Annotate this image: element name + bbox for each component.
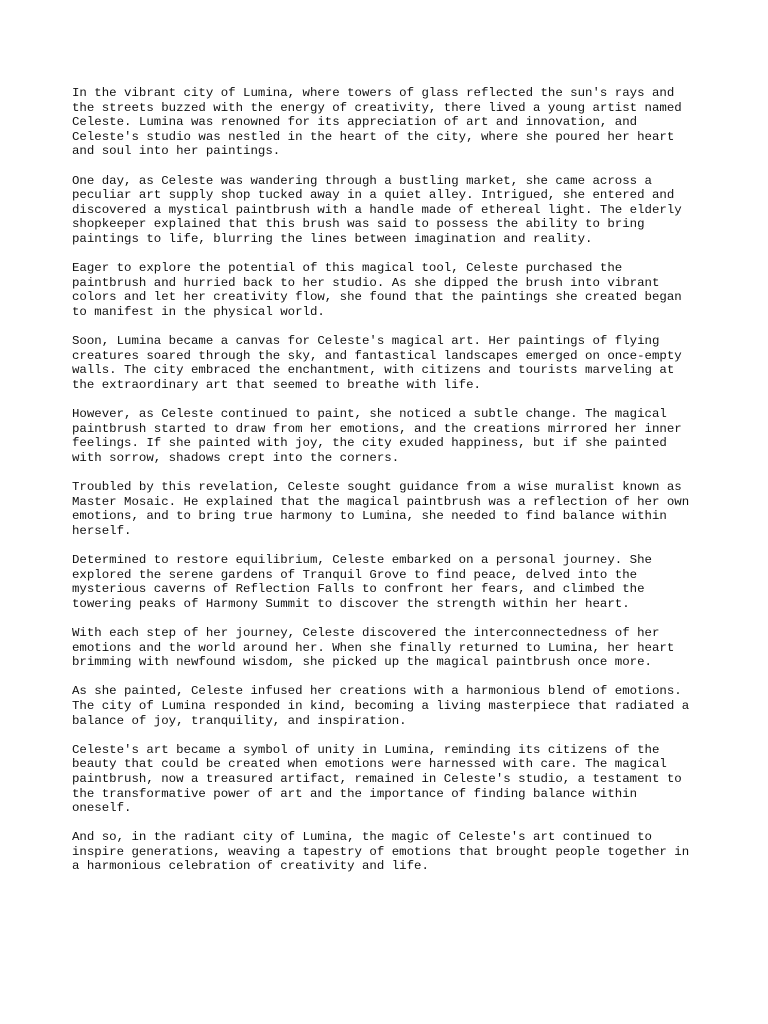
text-line: explored the serene gardens of Tranquil Grove to find peace, delved into the <box>72 567 638 582</box>
text-line: paintbrush started to draw from her emotions, and the creations mirrored her inner <box>72 421 682 436</box>
story-body <box>72 86 704 889</box>
paragraph-3 <box>72 261 704 319</box>
text-line: Celeste. Lumina was renowned for its appreciation of art and innovation, and <box>72 115 638 130</box>
text-line: the streets buzzed with the energy of creativity, there lived a young artist named <box>72 100 682 115</box>
text-line: towering peaks of Harmony Summit to discover the strength within her heart. <box>72 596 630 611</box>
text-line: and soul into her paintings. <box>72 144 281 159</box>
paragraph-1 <box>72 86 704 159</box>
text-line: beauty that could be created when emotions were harnessed with care. The magical <box>72 757 667 772</box>
text-line: In the vibrant city of Lumina, where towers of glass reflected the sun's rays and <box>72 86 675 100</box>
text-line: a harmonious celebration of creativity and life. <box>72 859 429 874</box>
text-line: peculiar art supply shop tucked away in a quiet alley. Intrigued, she entered and <box>72 188 675 203</box>
paragraph-4 <box>72 334 704 392</box>
text-line: With each step of her journey, Celeste discovered the interconnectedness of her <box>72 625 660 640</box>
text-line: to manifest in the physical world. <box>72 304 325 319</box>
text-line: Determined to restore equilibrium, Celeste embarked on a personal journey. She <box>72 553 652 567</box>
text-line: paintings to life, blurring the lines between imagination and reality. <box>72 231 593 246</box>
text-line: Soon, Lumina became a canvas for Celeste's magical art. Her paintings of flying <box>72 334 660 349</box>
text-line: As she painted, Celeste infused her creations with a harmonious blend of emotions. <box>72 684 682 699</box>
paragraph-9 <box>72 684 704 728</box>
text-line: emotions and the world around her. When she finally returned to Lumina, her heart <box>72 640 675 655</box>
text-line: creatures soared through the sky, and fantastical landscapes emerged on once-empty <box>72 348 682 363</box>
paragraph-7 <box>72 553 704 611</box>
text-line: Celeste's studio was nestled in the heart of the city, where she poured her heart <box>72 129 675 144</box>
text-line: oneself. <box>72 801 132 816</box>
text-line: One day, as Celeste was wandering through a bustling market, she came across a <box>72 173 652 188</box>
text-line: mysterious caverns of Reflection Falls to confront her fears, and climbed the <box>72 582 645 597</box>
paragraph-5 <box>72 407 704 465</box>
text-line: feelings. If she painted with joy, the city exuded happiness, but if she painted <box>72 436 667 451</box>
text-line: paintbrush and hurried back to her studio. As she dipped the brush into vibrant <box>72 275 660 290</box>
text-line: walls. The city embraced the enchantment, with citizens and tourists marveling at <box>72 363 675 378</box>
paragraph-2 <box>72 174 704 247</box>
text-line: inspire generations, weaving a tapestry of emotions that brought people together in <box>72 844 690 859</box>
paragraph-6 <box>72 480 704 538</box>
text-line: herself. <box>72 523 132 538</box>
text-line: paintbrush, now a treasured artifact, remained in Celeste's studio, a testament to <box>72 771 682 786</box>
text-line: emotions, and to bring true harmony to Lumina, she needed to find balance within <box>72 509 667 524</box>
text-line: However, as Celeste continued to paint, she noticed a subtle change. The magical <box>72 407 667 422</box>
text-line: shopkeeper explained that this brush was said to possess the ability to bring <box>72 217 645 232</box>
text-line: brimming with newfound wisdom, she picked up the magical paintbrush once more. <box>72 655 652 670</box>
paragraph-11 <box>72 830 704 874</box>
paragraph-10 <box>72 743 704 816</box>
text-line: balance of joy, tranquility, and inspiration. <box>72 713 407 728</box>
text-line: Celeste's art became a symbol of unity in Lumina, reminding its citizens of the <box>72 742 660 757</box>
text-line: with sorrow, shadows crept into the corners. <box>72 450 400 465</box>
text-line: colors and let her creativity flow, she found that the paintings she created began <box>72 290 682 305</box>
text-line: And so, in the radiant city of Lumina, the magic of Celeste's art continued to <box>72 830 652 845</box>
paragraph-8 <box>72 626 704 670</box>
text-line: the transformative power of art and the importance of finding balance within <box>72 786 638 801</box>
text-line: Master Mosaic. He explained that the magical paintbrush was a reflection of her own <box>72 494 690 509</box>
text-line: Troubled by this revelation, Celeste sought guidance from a wise muralist known as <box>72 480 682 495</box>
text-line: The city of Lumina responded in kind, becoming a living masterpiece that radiated a <box>72 698 690 713</box>
text-line: discovered a mystical paintbrush with a handle made of ethereal light. The elderly <box>72 202 682 217</box>
text-line: the extraordinary art that seemed to breathe with life. <box>72 377 481 392</box>
text-line: Eager to explore the potential of this magical tool, Celeste purchased the <box>72 261 623 276</box>
